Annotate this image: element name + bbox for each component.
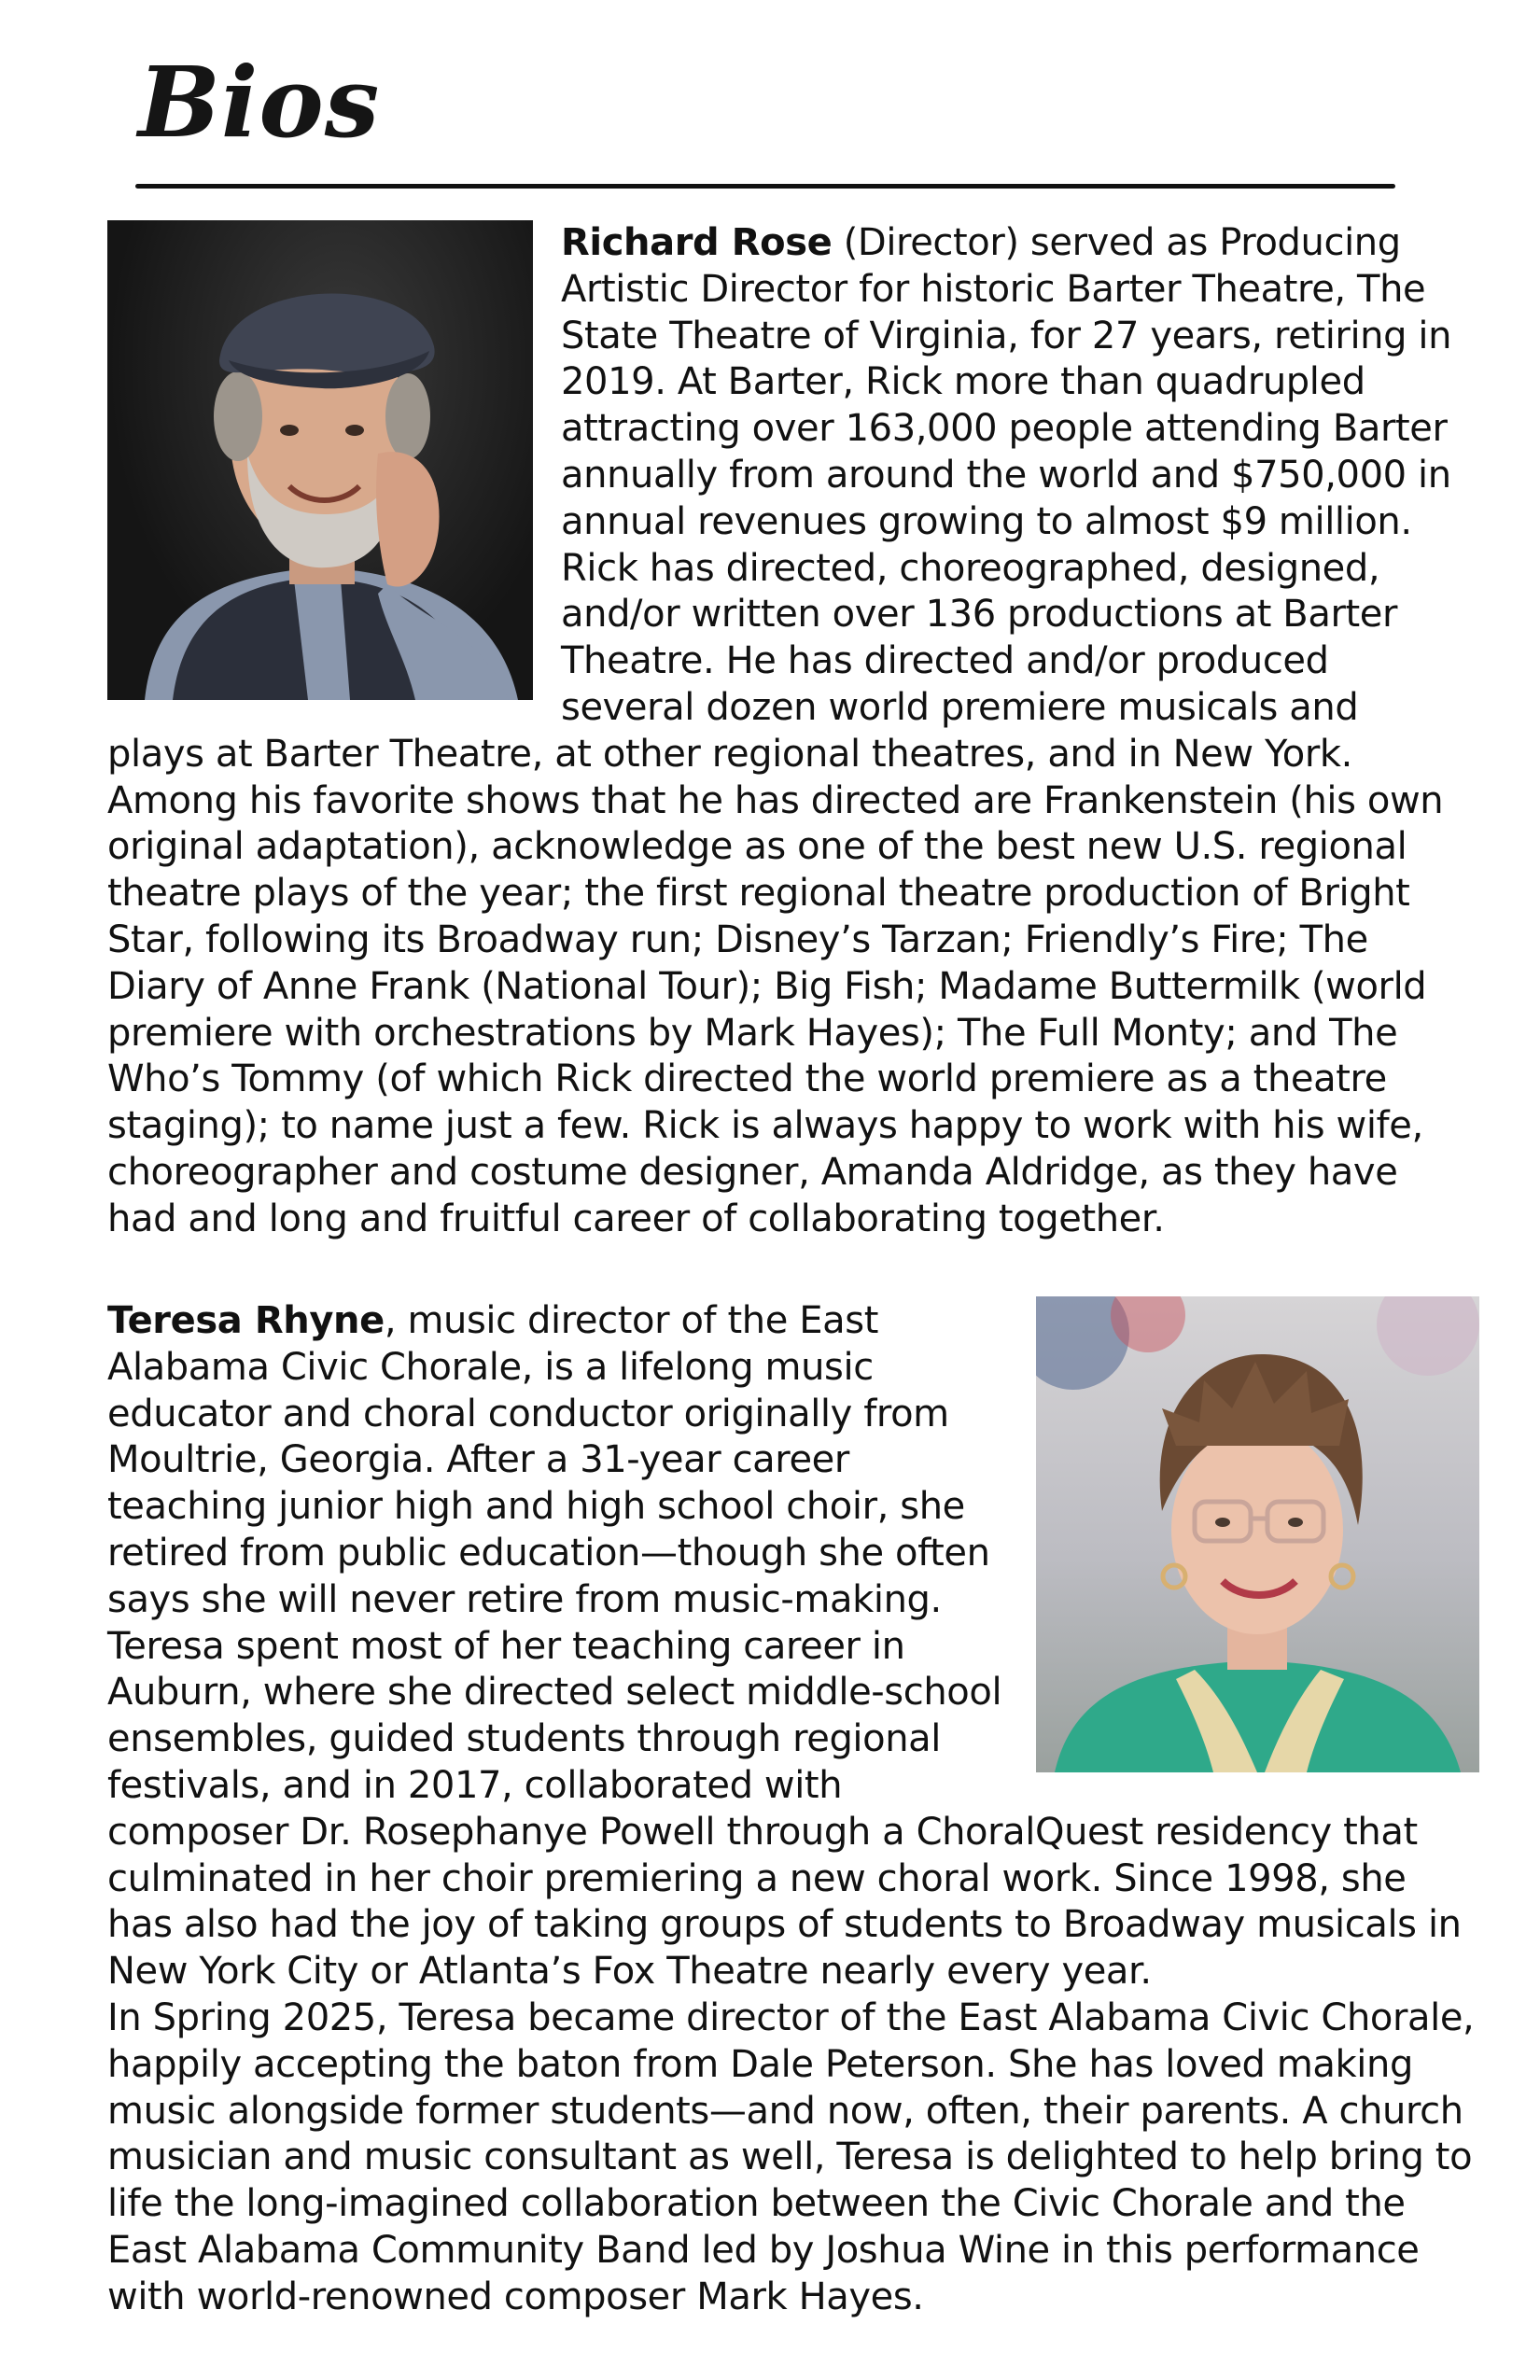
teresa-rhyne-photo: [1036, 1296, 1479, 1772]
title-divider: [135, 184, 1395, 189]
page-title: Bios: [138, 45, 381, 160]
bio-name-teresa-rhyne: Teresa Rhyne: [107, 1299, 385, 1342]
bio-name-richard-rose: Richard Rose: [561, 221, 833, 264]
bio-teresa-rhyne: [107, 1298, 1479, 2321]
bio-text-teresa-rhyne-paragraph-2: In Spring 2025, Teresa became director of the East Alabama Civic Chorale, happily accepting the baton from Dale Peterson. She has loved making music alongside former students—and now, often, their parents. A church musician and music consultant as well, Teresa is delighted to help bring to life the long-imagined collaboration between the Civic Chorale and the East Alabama Community Band led by Joshua Wine in this performance with world-renowned composer Mark Hayes.: [107, 1995, 1475, 2318]
bio-text-teresa-rhyne: , music director of the East Alabama Civic Chorale, is a lifelong music educator and choral conductor originally from Moultrie, Georgia. After a 31-year career teaching junior high and high school choir, she retired from public education—though she often says she will never retire from music-making. Teresa spent most of her teaching career in Auburn, where she directed select middle-school ensembles, guided students through regional festivals, and in 2017, collaborated with composer Dr. Rosephanye Powell through a ChoralQuest residency that culminated in her choir premiering a new choral work. Since 1998, she has also had the joy of taking groups of students to Broadway musicals in New York City or Atlanta’s Fox Theatre nearly every year.: [107, 1299, 1462, 1994]
bio-text-richard-rose: (Director) served as Producing Artistic Director for historic Barter Theatre, The State Theatre of Virginia, for 27 years, retiring in 2019. At Barter, Rick more than quadrupled attracting over 163,000 people attending Barter annually from around the world and $750,000 in annual revenues growing to almost $9 million. Rick has directed, choreographed, designed, and/or written over 136 productions at Barter Theatre. He has directed and/or produced several dozen world premiere musicals and plays at Barter Theatre, at other regional theatres, and in New York. Among his favorite shows that he has directed are Frankenstein (his own original adaptation), acknowledge as one of the best new U.S. regional theatre plays of the year; the first regional theatre production of Bright Star, following its Broadway run; Disney’s Tarzan; Friendly’s Fire; The Diary of Anne Frank (National Tour); Big Fish; Madame Buttermilk (world premiere with orchestrations by Mark Hayes); The Full Monty; and The Who’s Tommy (of which Rick directed the world premiere as a theatre staging); to name just a few. Rick is always happy to work with his wife, choreographer and costume designer, Amanda Aldridge, as they have had and long and fruitful career of collaborating together.: [107, 221, 1452, 1240]
richard-rose-portrait-illustration: [107, 220, 533, 700]
richard-rose-photo: [107, 220, 533, 700]
teresa-rhyne-portrait-illustration: [1036, 1296, 1479, 1772]
bio-richard-rose: [107, 220, 1461, 1243]
